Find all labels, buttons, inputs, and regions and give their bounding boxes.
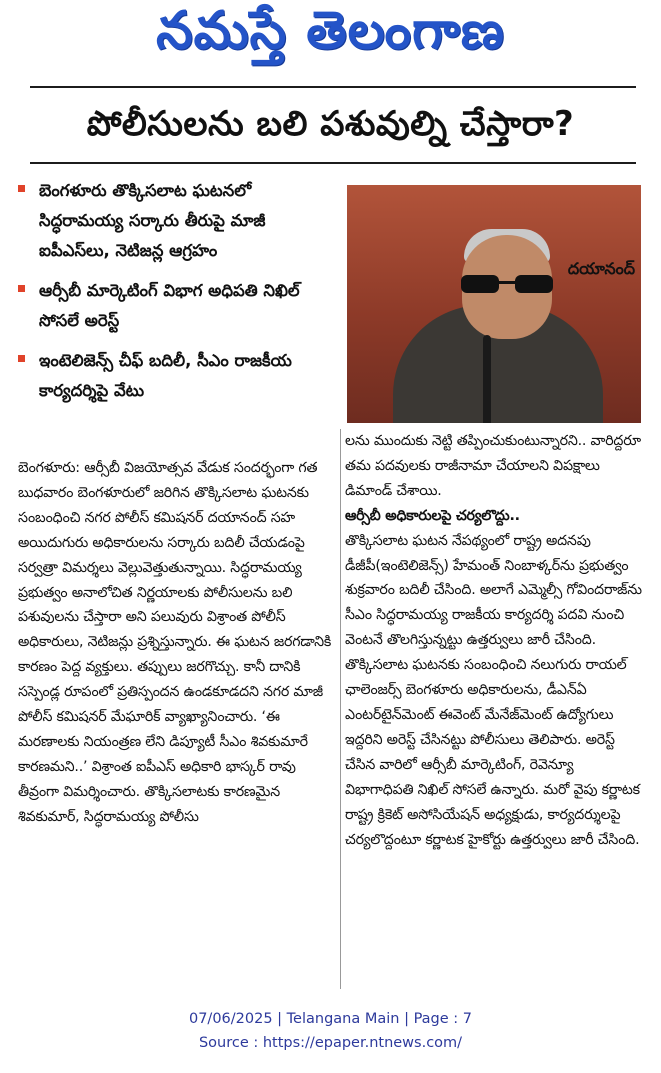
- article-subheading: ఆర్సీబీ అధికారులపై చర్యలొద్దు..: [345, 507, 520, 524]
- highlights-list: [18, 176, 340, 416]
- microphone-icon: [483, 335, 491, 423]
- footer-dateline: 07/06/2025 | Telangana Main | Page : 7: [188, 1011, 473, 1027]
- bullet-marker: [18, 285, 25, 292]
- article-paragraph: తొక్కిసలాట ఘటన నేపథ్యంలో రాష్ట్ర అదనపు డీజీపీ(ఇంటెలిజెన్స్) హేమంత్ నింబాళ్కర్‌ను ప్రభుత్వం శుక్రవారం బదిలీ చేసింది. అలాగే ఎమ్మెల్సీ గోవిందరాజ్‌ను సీఎం సిద్ధరామయ్య రాజకీయ కార్యదర్శి పదవి నుంచి వెంటనే తొలగిస్తున్నట్టు ఉత్తర్వులు జారీ చేసింది. తొక్కిసలాట ఘటనకు సంబంధించి నలుగురు రాయల్ ఛాలెంజర్స్ బెంగళూరు అధికారులను, డీఎన్ఏ ఎంటర్‌టైన్‌మెంట్ ఈవెంట్ మేనేజ్‌మెంట్ ఉద్యోగులు ఇద్దరిని అరెస్ట్ చేసినట్టు పోలీసులు తెలిపారు. అరెస్ట్ చేసిన వారిలో ఆర్సీబీ మార్కెటింగ్, రెవెన్యూ విభాగాధిపతి నిఖిల్ సోసలే ఉన్నారు. మరో వైపు కర్ణాటక రాష్ట్ర క్రికెట్ అసోసియేషన్ అధ్యక్షుడు, కార్యదర్శులపై చర్యలొద్దంటూ కర్ణాటక హైకోర్టు ఉత్తర్వులు జారీ చేసింది.: [345, 532, 642, 848]
- bullet-marker: [18, 185, 25, 192]
- headline-rule: [30, 162, 636, 164]
- article-paragraph: లను ముందుకు నెట్టి తప్పించుకుంటున్నారని.. వారిద్దరూ తమ పదవులకు రాజీనామా చేయాలని విపక్షాలు డిమాండ్ చేశాయి.: [345, 433, 641, 499]
- photo-caption: దయానంద్: [567, 259, 635, 278]
- headline: పోలీసులను బలి పశువుల్ని చేస్తారా?: [86, 104, 575, 144]
- top-rule: [30, 86, 636, 88]
- column-divider: [340, 429, 341, 989]
- highlight-item: ఇంటెలిజెన్స్ చీఫ్ బదిలీ, సీఎం రాజకీయ కార్యదర్శిపై వేటు: [18, 346, 340, 406]
- article-body-left: బెంగళూరు: ఆర్సీబీ విజయోత్సవ వేడుక సందర్భంగా గత బుధవారం బెంగళూరులో జరిగిన తొక్కిసలాట ఘటనకు సంబంధించి నగర పోలీస్ కమిషనర్ దయానంద్ సహ అయిదుగురు అధికారులను సర్కారు బదిలీ చేయడంపై సర్వత్రా విమర్శలు వెల్లువెత్తుతున్నాయి. సిద్ధరామయ్య ప్రభుత్వం అనాలోచిత నిర్ణయాలకు పోలీసులను బలి పశువులను చేస్తారా అని పలువురు విశ్రాంత పోలీస్ అధికారులు, నెటిజన్లు ప్రశ్నిస్తున్నారు. ఈ ఘటన జరగడానికి కారణం పెద్ద వ్యక్తులు. తప్పులు జరగొచ్చు. కానీ దానికి సస్పెండ్ల రూపంలో ప్రతిస్పందన ఉండకూడదని నగర మాజీ పోలీస్ కమిషనర్ మేఘారిక్ వ్యాఖ్యానించారు. ‘ఈ మరణాలకు నియంత్రణ లేని డిప్యూటీ సీఎం శివకుమారే కారణమని..’ విశ్రాంత ఐపీఎస్ అధికారి భాస్కర్ రావు తీవ్రంగా విమర్శించారు. తొక్కిసలాటకు కారణమైన శివకుమార్, సిద్ధరామయ్య పోలీసు: [18, 460, 332, 825]
- masthead-title: నమస్తే తెలంగాణ: [156, 0, 505, 61]
- glasses-icon: [455, 273, 559, 295]
- highlight-item: ఆర్సీబీ మార్కెటింగ్ విభాగ అధిపతి నిఖిల్ సోసలే అరెస్ట్: [18, 276, 340, 336]
- highlight-item: బెంగళూరు తొక్కిసలాట ఘటనలో సిద్ధరామయ్య సర్కారు తీరుపై మాజీ ఐపీఎస్‌లు, నెటిజన్ల ఆగ్రహం: [18, 176, 340, 266]
- masthead: [0, 0, 661, 68]
- news-photo: [347, 185, 641, 423]
- bullet-marker: [18, 355, 25, 362]
- article-body-right: [345, 429, 645, 852]
- footer-source: Source : https://epaper.ntnews.com/: [198, 1035, 463, 1051]
